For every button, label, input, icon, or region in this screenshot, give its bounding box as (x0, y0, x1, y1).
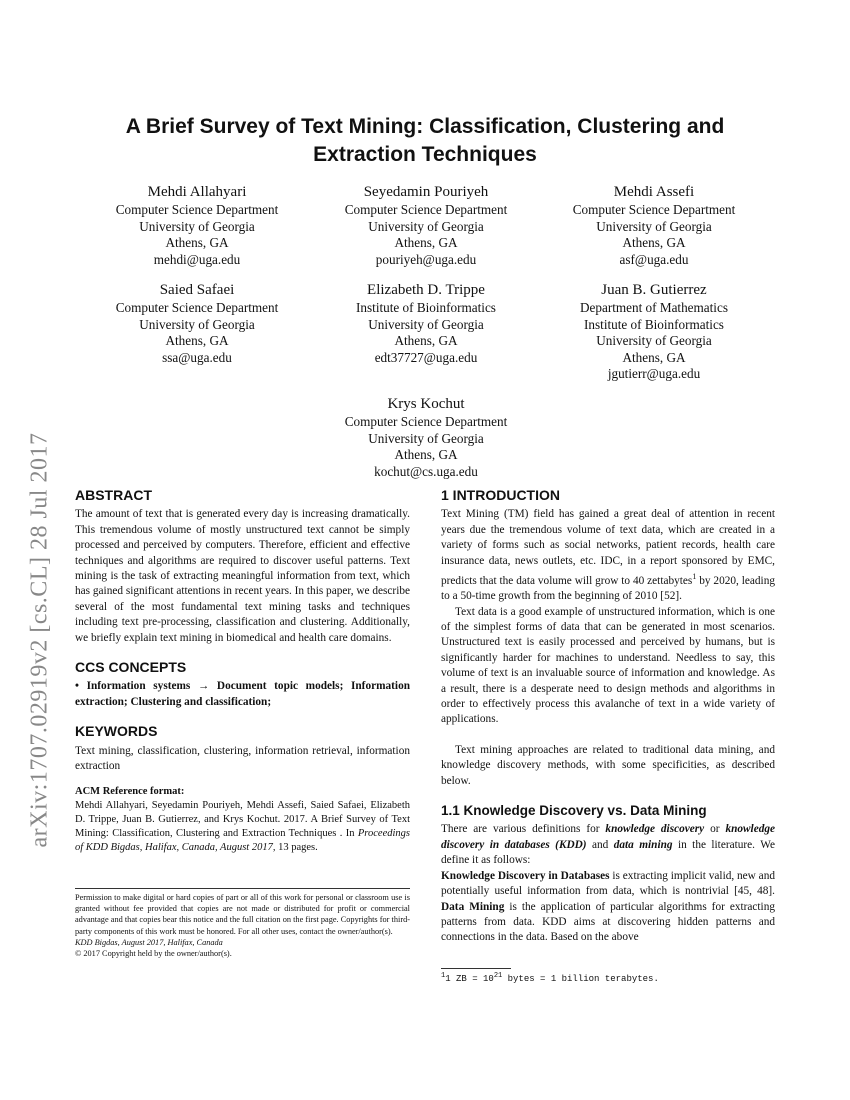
section-heading: 1 INTRODUCTION (441, 487, 560, 503)
author-block: Krys Kochut Computer Science Department University of Georgia Athens, GA kochut@cs.uga.edu (344, 396, 508, 479)
paragraph: Text mining approaches are related to traditional data mining, and knowledge discovery methods, with some specificities, as described below. (441, 743, 775, 787)
author-block: Saied Safaei Computer Science Department University of Georgia Athens, GA ssa@uga.edu (115, 282, 279, 365)
right-column (441, 488, 775, 946)
footnote: $^1$1 ZB = $10^{21}$ bytes = 1 billion terabytes. (441, 972, 659, 984)
author-block: Juan B. Gutierrez Department of Mathematics Institute of Bioinformatics University of Georgia Athens, GA jgutierr@uga.edu (580, 282, 728, 381)
footnote-rule (441, 968, 511, 969)
paragraph: There are various definitions for knowledge discovery or knowledge discovery in databases (KDD) and data mining in the literature. We define it as follows: (441, 823, 776, 867)
arxiv-id: arXiv:1707.02919v2 [cs.CL] 28 Jul 2017 (26, 432, 53, 848)
section-heading: ABSTRACT (75, 487, 152, 503)
permission-notice: Permission to make digital or hard copies of part or all of this work for personal or classroom use is granted without fee provided that copies are not made or distributed for profit or commercial advantage and that copies bear this notice and the full citation on the first page. Copyrights for third-party components of this work must be honored. For all other uses, contact the owner/author(s). KDD Bigdas, August 2017, Halifax, Canada © 2017 Copyright held by the owner/author(s). (75, 893, 410, 959)
section-heading: KEYWORDS (75, 723, 158, 740)
paper-title: A Brief Survey of Text Mining: Classification, Clustering and Extraction Techniques (125, 115, 725, 166)
left-column (75, 488, 410, 855)
keywords-text: Text mining, classification, clustering, information retrieval, information extraction (75, 744, 410, 773)
paragraph: Text Mining (TM) field has gained a great deal of attention in recent years due the tremendous volume of text data, which are created in a variety of forms such as social networks, patient records, health care insurance data, news outlets, etc. IDC, in a report sponsored by EMC, predicts that the data volume will grow to 40 zettabytes$^1$ by 2020, leading to a 50-time growth from the beginning of 2010 [52]. (441, 508, 775, 603)
section-heading: CCS CONCEPTS (75, 659, 187, 676)
ccs-text: • Information systems → Document topic models; Information extraction; Clustering and classification; (75, 680, 410, 708)
paragraph: Knowledge Discovery in Databases is extracting implicit valid, new and potentially useful information from data, which is nontrivial [45, 48]. Data Mining is the application of particular algorithms for extracting patterns from data. KDD aims at discovering hidden patterns and connections in the data. Based on the above (441, 869, 775, 944)
author-block: Mehdi Allahyari Computer Science Department University of Georgia Athens, GA mehdi@uga.edu (115, 184, 279, 267)
subsection-heading: 1.1 Knowledge Discovery vs. Data Mining (441, 803, 707, 819)
footnote-rule (75, 888, 410, 889)
author-block: Mehdi Assefi Computer Science Department University of Georgia Athens, GA asf@uga.edu (572, 184, 736, 267)
author-block: Seyedamin Pouriyeh Computer Science Department University of Georgia Athens, GA pouriyeh@uga.edu (344, 184, 508, 267)
paragraph: Text data is a good example of unstructured information, which is one of the simplest forms of data that can be generated in most scenarios. Unstructured text is easily processed and perceived by humans, but is significantly harder for machines to understand. Needless to say, this volume of text is an invaluable source of information and knowledge. As a result, there is a desperate need to design methods and algorithms in order to effectively process this avalanche of text in a wide variety of applications. (441, 605, 775, 726)
abstract-text: The amount of text that is generated every day is increasing dramatically. This tremendous volume of mostly unstructured text cannot be simply processed and perceived by computers. Therefore, efficient and effective techniques and algorithms are required to discover useful patterns. Text mining is the task of extracting meaningful information from text, which has gained significant attentions in recent years. In this paper, we describe several of the most fundamental text mining tasks and techniques including text pre-processing, classification and clustering. Additionally, we briefly explain text mining in biomedical and health care domains. (75, 508, 410, 644)
acm-reference: ACM Reference format: Mehdi Allahyari, Seyedamin Pouriyeh, Mehdi Assefi, Saied Safaei, Elizabeth D. Trippe, Juan B. Gutierrez, and Krys Kochut. 2017. A Brief Survey of Text Mining: Classification, Clustering and Extraction Techniques . In Proceedings of KDD Bigdas, Halifax, Canada, August 2017, 13 pages. (75, 785, 410, 853)
author-block: Elizabeth D. Trippe Institute of Bioinformatics University of Georgia Athens, GA edt37727@uga.edu (356, 282, 496, 365)
